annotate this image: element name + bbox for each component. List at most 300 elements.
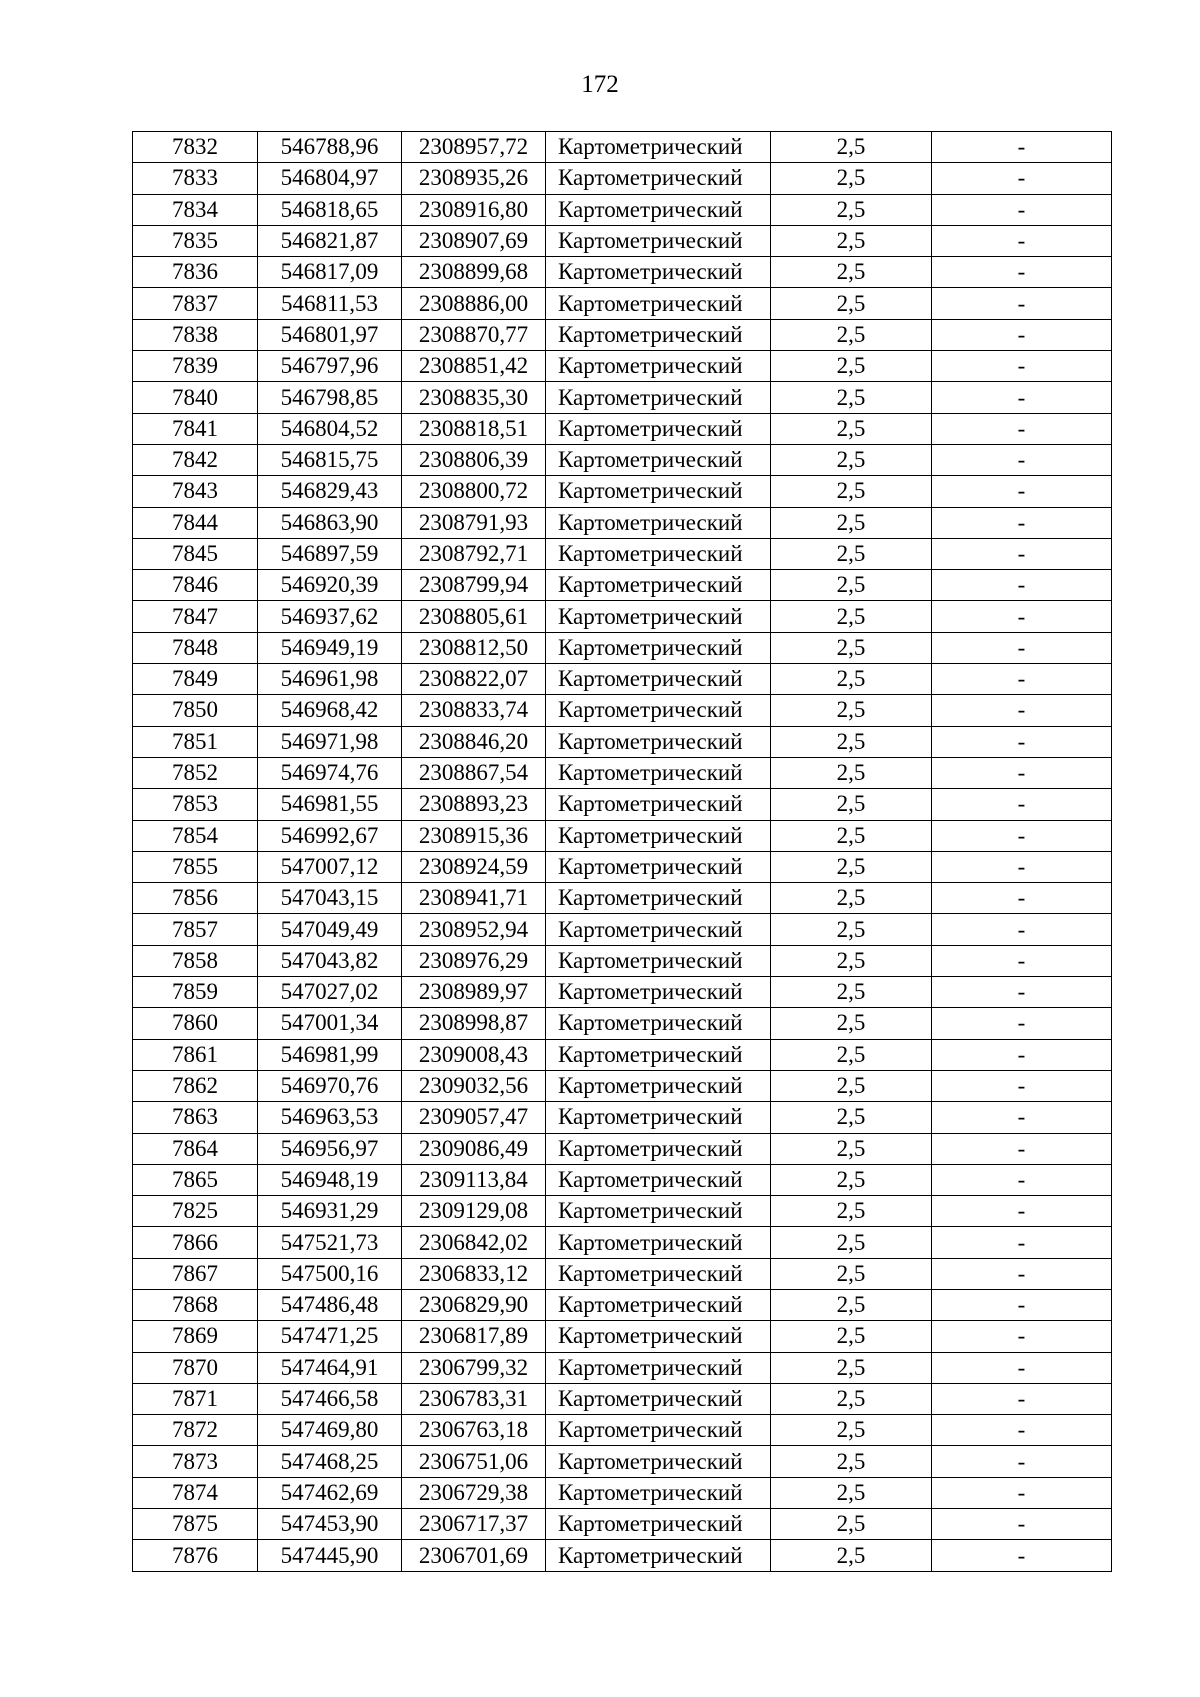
note-cell: -	[932, 1477, 1112, 1508]
accuracy-cell: 2,5	[771, 194, 932, 225]
note-cell: -	[932, 1102, 1112, 1133]
page-number: 172	[581, 71, 619, 98]
method-cell: Картометрический	[546, 914, 771, 945]
point-number-cell: 7849	[133, 664, 258, 695]
note-cell: -	[932, 945, 1112, 976]
table-row	[133, 1039, 1112, 1070]
accuracy-cell: 2,5	[771, 570, 932, 601]
note-cell: -	[932, 163, 1112, 194]
method-cell: Картометрический	[546, 194, 771, 225]
y-coordinate-cell: 2308941,71	[402, 883, 546, 914]
table-row	[133, 1008, 1112, 1039]
point-number-cell: 7863	[133, 1102, 258, 1133]
point-number-cell: 7851	[133, 726, 258, 757]
accuracy-cell: 2,5	[771, 601, 932, 632]
x-coordinate-cell: 547468,25	[258, 1446, 402, 1477]
point-number-cell: 7846	[133, 570, 258, 601]
point-number-cell: 7873	[133, 1446, 258, 1477]
accuracy-cell: 2,5	[771, 1008, 932, 1039]
method-cell: Картометрический	[546, 1509, 771, 1540]
y-coordinate-cell: 2308835,30	[402, 382, 546, 413]
note-cell: -	[932, 726, 1112, 757]
accuracy-cell: 2,5	[771, 225, 932, 256]
accuracy-cell: 2,5	[771, 476, 932, 507]
note-cell: -	[932, 1289, 1112, 1320]
x-coordinate-cell: 546949,19	[258, 632, 402, 663]
method-cell: Картометрический	[546, 1540, 771, 1571]
point-number-cell: 7874	[133, 1477, 258, 1508]
method-cell: Картометрический	[546, 1289, 771, 1320]
y-coordinate-cell: 2306817,89	[402, 1321, 546, 1352]
point-number-cell: 7869	[133, 1321, 258, 1352]
x-coordinate-cell: 546974,76	[258, 757, 402, 788]
point-number-cell: 7844	[133, 507, 258, 538]
method-cell: Картометрический	[546, 319, 771, 350]
point-number-cell: 7840	[133, 382, 258, 413]
note-cell: -	[932, 507, 1112, 538]
method-cell: Картометрический	[546, 1039, 771, 1070]
x-coordinate-cell: 546961,98	[258, 664, 402, 695]
note-cell: -	[932, 1258, 1112, 1289]
coordinates-table-body	[133, 132, 1112, 1572]
accuracy-cell: 2,5	[771, 1446, 932, 1477]
x-coordinate-cell: 547466,58	[258, 1383, 402, 1414]
method-cell: Картометрический	[546, 1196, 771, 1227]
x-coordinate-cell: 547445,90	[258, 1540, 402, 1571]
y-coordinate-cell: 2309032,56	[402, 1070, 546, 1101]
note-cell: -	[932, 1133, 1112, 1164]
note-cell: -	[932, 1227, 1112, 1258]
note-cell: -	[932, 851, 1112, 882]
method-cell: Картометрический	[546, 1227, 771, 1258]
note-cell: -	[932, 1008, 1112, 1039]
accuracy-cell: 2,5	[771, 1415, 932, 1446]
x-coordinate-cell: 547007,12	[258, 851, 402, 882]
note-cell: -	[932, 757, 1112, 788]
y-coordinate-cell: 2308791,93	[402, 507, 546, 538]
point-number-cell: 7836	[133, 257, 258, 288]
method-cell: Картометрический	[546, 1070, 771, 1101]
y-coordinate-cell: 2308998,87	[402, 1008, 546, 1039]
x-coordinate-cell: 546804,97	[258, 163, 402, 194]
table-row	[133, 664, 1112, 695]
point-number-cell: 7857	[133, 914, 258, 945]
note-cell: -	[932, 194, 1112, 225]
note-cell: -	[932, 1321, 1112, 1352]
point-number-cell: 7838	[133, 319, 258, 350]
x-coordinate-cell: 546981,99	[258, 1039, 402, 1070]
y-coordinate-cell: 2308805,61	[402, 601, 546, 632]
accuracy-cell: 2,5	[771, 757, 932, 788]
accuracy-cell: 2,5	[771, 1477, 932, 1508]
accuracy-cell: 2,5	[771, 413, 932, 444]
x-coordinate-cell: 547469,80	[258, 1415, 402, 1446]
y-coordinate-cell: 2308924,59	[402, 851, 546, 882]
accuracy-cell: 2,5	[771, 382, 932, 413]
method-cell: Картометрический	[546, 1164, 771, 1195]
accuracy-cell: 2,5	[771, 1227, 932, 1258]
note-cell: -	[932, 820, 1112, 851]
y-coordinate-cell: 2306833,12	[402, 1258, 546, 1289]
table-row	[133, 1477, 1112, 1508]
note-cell: -	[932, 789, 1112, 820]
table-row	[133, 1383, 1112, 1414]
accuracy-cell: 2,5	[771, 1352, 932, 1383]
y-coordinate-cell: 2306783,31	[402, 1383, 546, 1414]
method-cell: Картометрический	[546, 601, 771, 632]
x-coordinate-cell: 546897,59	[258, 538, 402, 569]
method-cell: Картометрический	[546, 726, 771, 757]
x-coordinate-cell: 546971,98	[258, 726, 402, 757]
table-row	[133, 538, 1112, 569]
point-number-cell: 7841	[133, 413, 258, 444]
note-cell: -	[932, 1509, 1112, 1540]
accuracy-cell: 2,5	[771, 1102, 932, 1133]
table-row	[133, 1540, 1112, 1571]
point-number-cell: 7825	[133, 1196, 258, 1227]
method-cell: Картометрический	[546, 1383, 771, 1414]
y-coordinate-cell: 2308893,23	[402, 789, 546, 820]
method-cell: Картометрический	[546, 225, 771, 256]
note-cell: -	[932, 413, 1112, 444]
accuracy-cell: 2,5	[771, 945, 932, 976]
point-number-cell: 7866	[133, 1227, 258, 1258]
accuracy-cell: 2,5	[771, 789, 932, 820]
note-cell: -	[932, 664, 1112, 695]
point-number-cell: 7853	[133, 789, 258, 820]
y-coordinate-cell: 2306729,38	[402, 1477, 546, 1508]
y-coordinate-cell: 2308792,71	[402, 538, 546, 569]
point-number-cell: 7864	[133, 1133, 258, 1164]
point-number-cell: 7876	[133, 1540, 258, 1571]
y-coordinate-cell: 2306829,90	[402, 1289, 546, 1320]
method-cell: Картометрический	[546, 1477, 771, 1508]
x-coordinate-cell: 547464,91	[258, 1352, 402, 1383]
accuracy-cell: 2,5	[771, 664, 932, 695]
table-row	[133, 1102, 1112, 1133]
x-coordinate-cell: 546801,97	[258, 319, 402, 350]
y-coordinate-cell: 2308976,29	[402, 945, 546, 976]
x-coordinate-cell: 546968,42	[258, 695, 402, 726]
note-cell: -	[932, 476, 1112, 507]
accuracy-cell: 2,5	[771, 444, 932, 475]
table-row	[133, 757, 1112, 788]
method-cell: Картометрический	[546, 1102, 771, 1133]
x-coordinate-cell: 546963,53	[258, 1102, 402, 1133]
note-cell: -	[932, 883, 1112, 914]
x-coordinate-cell: 546829,43	[258, 476, 402, 507]
table-row	[133, 413, 1112, 444]
accuracy-cell: 2,5	[771, 914, 932, 945]
method-cell: Картометрический	[546, 1133, 771, 1164]
accuracy-cell: 2,5	[771, 351, 932, 382]
note-cell: -	[932, 1039, 1112, 1070]
table-row	[133, 977, 1112, 1008]
accuracy-cell: 2,5	[771, 538, 932, 569]
x-coordinate-cell: 547500,16	[258, 1258, 402, 1289]
accuracy-cell: 2,5	[771, 1196, 932, 1227]
y-coordinate-cell: 2306842,02	[402, 1227, 546, 1258]
x-coordinate-cell: 547043,82	[258, 945, 402, 976]
method-cell: Картометрический	[546, 132, 771, 163]
table-row	[133, 1446, 1112, 1477]
accuracy-cell: 2,5	[771, 726, 932, 757]
method-cell: Картометрический	[546, 945, 771, 976]
accuracy-cell: 2,5	[771, 132, 932, 163]
point-number-cell: 7837	[133, 288, 258, 319]
point-number-cell: 7835	[133, 225, 258, 256]
point-number-cell: 7839	[133, 351, 258, 382]
accuracy-cell: 2,5	[771, 1039, 932, 1070]
method-cell: Картометрический	[546, 1321, 771, 1352]
x-coordinate-cell: 547453,90	[258, 1509, 402, 1540]
accuracy-cell: 2,5	[771, 1383, 932, 1414]
table-row	[133, 883, 1112, 914]
table-row	[133, 382, 1112, 413]
method-cell: Картометрический	[546, 977, 771, 1008]
point-number-cell: 7860	[133, 1008, 258, 1039]
table-row	[133, 288, 1112, 319]
y-coordinate-cell: 2309008,43	[402, 1039, 546, 1070]
y-coordinate-cell: 2308935,26	[402, 163, 546, 194]
y-coordinate-cell: 2308915,36	[402, 820, 546, 851]
note-cell: -	[932, 1164, 1112, 1195]
accuracy-cell: 2,5	[771, 163, 932, 194]
accuracy-cell: 2,5	[771, 1133, 932, 1164]
table-row	[133, 726, 1112, 757]
y-coordinate-cell: 2308916,80	[402, 194, 546, 225]
method-cell: Картометрический	[546, 444, 771, 475]
note-cell: -	[932, 1415, 1112, 1446]
x-coordinate-cell: 547471,25	[258, 1321, 402, 1352]
table-row	[133, 789, 1112, 820]
point-number-cell: 7845	[133, 538, 258, 569]
table-row	[133, 1258, 1112, 1289]
table-row	[133, 444, 1112, 475]
table-row	[133, 1321, 1112, 1352]
accuracy-cell: 2,5	[771, 820, 932, 851]
point-number-cell: 7870	[133, 1352, 258, 1383]
point-number-cell: 7867	[133, 1258, 258, 1289]
accuracy-cell: 2,5	[771, 632, 932, 663]
accuracy-cell: 2,5	[771, 1070, 932, 1101]
note-cell: -	[932, 1352, 1112, 1383]
method-cell: Картометрический	[546, 820, 771, 851]
method-cell: Картометрический	[546, 789, 771, 820]
accuracy-cell: 2,5	[771, 1289, 932, 1320]
x-coordinate-cell: 546804,52	[258, 413, 402, 444]
point-number-cell: 7832	[133, 132, 258, 163]
table-row	[133, 132, 1112, 163]
accuracy-cell: 2,5	[771, 1540, 932, 1571]
y-coordinate-cell: 2308799,94	[402, 570, 546, 601]
method-cell: Картометрический	[546, 257, 771, 288]
x-coordinate-cell: 546948,19	[258, 1164, 402, 1195]
note-cell: -	[932, 257, 1112, 288]
accuracy-cell: 2,5	[771, 883, 932, 914]
table-row	[133, 1227, 1112, 1258]
y-coordinate-cell: 2308867,54	[402, 757, 546, 788]
x-coordinate-cell: 546981,55	[258, 789, 402, 820]
method-cell: Картометрический	[546, 507, 771, 538]
x-coordinate-cell: 546798,85	[258, 382, 402, 413]
x-coordinate-cell: 546937,62	[258, 601, 402, 632]
note-cell: -	[932, 351, 1112, 382]
table-row	[133, 351, 1112, 382]
table-row	[133, 1415, 1112, 1446]
y-coordinate-cell: 2308870,77	[402, 319, 546, 350]
point-number-cell: 7871	[133, 1383, 258, 1414]
y-coordinate-cell: 2306799,32	[402, 1352, 546, 1383]
x-coordinate-cell: 546992,67	[258, 820, 402, 851]
accuracy-cell: 2,5	[771, 1509, 932, 1540]
accuracy-cell: 2,5	[771, 1321, 932, 1352]
x-coordinate-cell: 547462,69	[258, 1477, 402, 1508]
method-cell: Картометрический	[546, 570, 771, 601]
table-row	[133, 476, 1112, 507]
note-cell: -	[932, 225, 1112, 256]
accuracy-cell: 2,5	[771, 319, 932, 350]
x-coordinate-cell: 546797,96	[258, 351, 402, 382]
method-cell: Картометрический	[546, 1446, 771, 1477]
note-cell: -	[932, 695, 1112, 726]
accuracy-cell: 2,5	[771, 257, 932, 288]
table-row	[133, 632, 1112, 663]
note-cell: -	[932, 1446, 1112, 1477]
table-row	[133, 1070, 1112, 1101]
table-row	[133, 1164, 1112, 1195]
x-coordinate-cell: 547027,02	[258, 977, 402, 1008]
y-coordinate-cell: 2308833,74	[402, 695, 546, 726]
point-number-cell: 7850	[133, 695, 258, 726]
table-row	[133, 570, 1112, 601]
coordinates-table	[132, 131, 1112, 1572]
x-coordinate-cell: 546970,76	[258, 1070, 402, 1101]
point-number-cell: 7868	[133, 1289, 258, 1320]
method-cell: Картометрический	[546, 1415, 771, 1446]
x-coordinate-cell: 547043,15	[258, 883, 402, 914]
y-coordinate-cell: 2308822,07	[402, 664, 546, 695]
y-coordinate-cell: 2308907,69	[402, 225, 546, 256]
point-number-cell: 7834	[133, 194, 258, 225]
table-row	[133, 257, 1112, 288]
note-cell: -	[932, 977, 1112, 1008]
table-row	[133, 1509, 1112, 1540]
note-cell: -	[932, 570, 1112, 601]
point-number-cell: 7843	[133, 476, 258, 507]
x-coordinate-cell: 547049,49	[258, 914, 402, 945]
x-coordinate-cell: 546956,97	[258, 1133, 402, 1164]
method-cell: Картометрический	[546, 632, 771, 663]
table-row	[133, 225, 1112, 256]
method-cell: Картометрический	[546, 288, 771, 319]
y-coordinate-cell: 2308989,97	[402, 977, 546, 1008]
y-coordinate-cell: 2306701,69	[402, 1540, 546, 1571]
note-cell: -	[932, 288, 1112, 319]
y-coordinate-cell: 2306717,37	[402, 1509, 546, 1540]
x-coordinate-cell: 546931,29	[258, 1196, 402, 1227]
note-cell: -	[932, 538, 1112, 569]
method-cell: Картометрический	[546, 664, 771, 695]
table-row	[133, 1289, 1112, 1320]
table-row	[133, 945, 1112, 976]
point-number-cell: 7833	[133, 163, 258, 194]
point-number-cell: 7842	[133, 444, 258, 475]
accuracy-cell: 2,5	[771, 507, 932, 538]
x-coordinate-cell: 547001,34	[258, 1008, 402, 1039]
accuracy-cell: 2,5	[771, 1164, 932, 1195]
x-coordinate-cell: 546815,75	[258, 444, 402, 475]
method-cell: Картометрический	[546, 1352, 771, 1383]
table-row	[133, 194, 1112, 225]
x-coordinate-cell: 546821,87	[258, 225, 402, 256]
table-row	[133, 601, 1112, 632]
note-cell: -	[932, 382, 1112, 413]
x-coordinate-cell: 547521,73	[258, 1227, 402, 1258]
accuracy-cell: 2,5	[771, 288, 932, 319]
x-coordinate-cell: 546920,39	[258, 570, 402, 601]
table-row	[133, 695, 1112, 726]
table-row	[133, 163, 1112, 194]
point-number-cell: 7856	[133, 883, 258, 914]
note-cell: -	[932, 444, 1112, 475]
method-cell: Картометрический	[546, 538, 771, 569]
x-coordinate-cell: 546818,65	[258, 194, 402, 225]
y-coordinate-cell: 2308800,72	[402, 476, 546, 507]
point-number-cell: 7875	[133, 1509, 258, 1540]
note-cell: -	[932, 132, 1112, 163]
y-coordinate-cell: 2308846,20	[402, 726, 546, 757]
y-coordinate-cell: 2308851,42	[402, 351, 546, 382]
accuracy-cell: 2,5	[771, 695, 932, 726]
point-number-cell: 7854	[133, 820, 258, 851]
table-row	[133, 1352, 1112, 1383]
accuracy-cell: 2,5	[771, 851, 932, 882]
y-coordinate-cell: 2309057,47	[402, 1102, 546, 1133]
y-coordinate-cell: 2308806,39	[402, 444, 546, 475]
note-cell: -	[932, 914, 1112, 945]
method-cell: Картометрический	[546, 382, 771, 413]
method-cell: Картометрический	[546, 1008, 771, 1039]
method-cell: Картометрический	[546, 851, 771, 882]
table-row	[133, 507, 1112, 538]
method-cell: Картометрический	[546, 476, 771, 507]
table-row	[133, 1196, 1112, 1227]
note-cell: -	[932, 1070, 1112, 1101]
x-coordinate-cell: 547486,48	[258, 1289, 402, 1320]
point-number-cell: 7855	[133, 851, 258, 882]
y-coordinate-cell: 2308886,00	[402, 288, 546, 319]
table-row	[133, 820, 1112, 851]
note-cell: -	[932, 632, 1112, 663]
method-cell: Картометрический	[546, 695, 771, 726]
method-cell: Картометрический	[546, 413, 771, 444]
y-coordinate-cell: 2306751,06	[402, 1446, 546, 1477]
table-row	[133, 914, 1112, 945]
accuracy-cell: 2,5	[771, 977, 932, 1008]
accuracy-cell: 2,5	[771, 1258, 932, 1289]
y-coordinate-cell: 2308952,94	[402, 914, 546, 945]
x-coordinate-cell: 546811,53	[258, 288, 402, 319]
point-number-cell: 7861	[133, 1039, 258, 1070]
x-coordinate-cell: 546817,09	[258, 257, 402, 288]
point-number-cell: 7862	[133, 1070, 258, 1101]
point-number-cell: 7848	[133, 632, 258, 663]
point-number-cell: 7859	[133, 977, 258, 1008]
note-cell: -	[932, 1383, 1112, 1414]
point-number-cell: 7872	[133, 1415, 258, 1446]
point-number-cell: 7852	[133, 757, 258, 788]
